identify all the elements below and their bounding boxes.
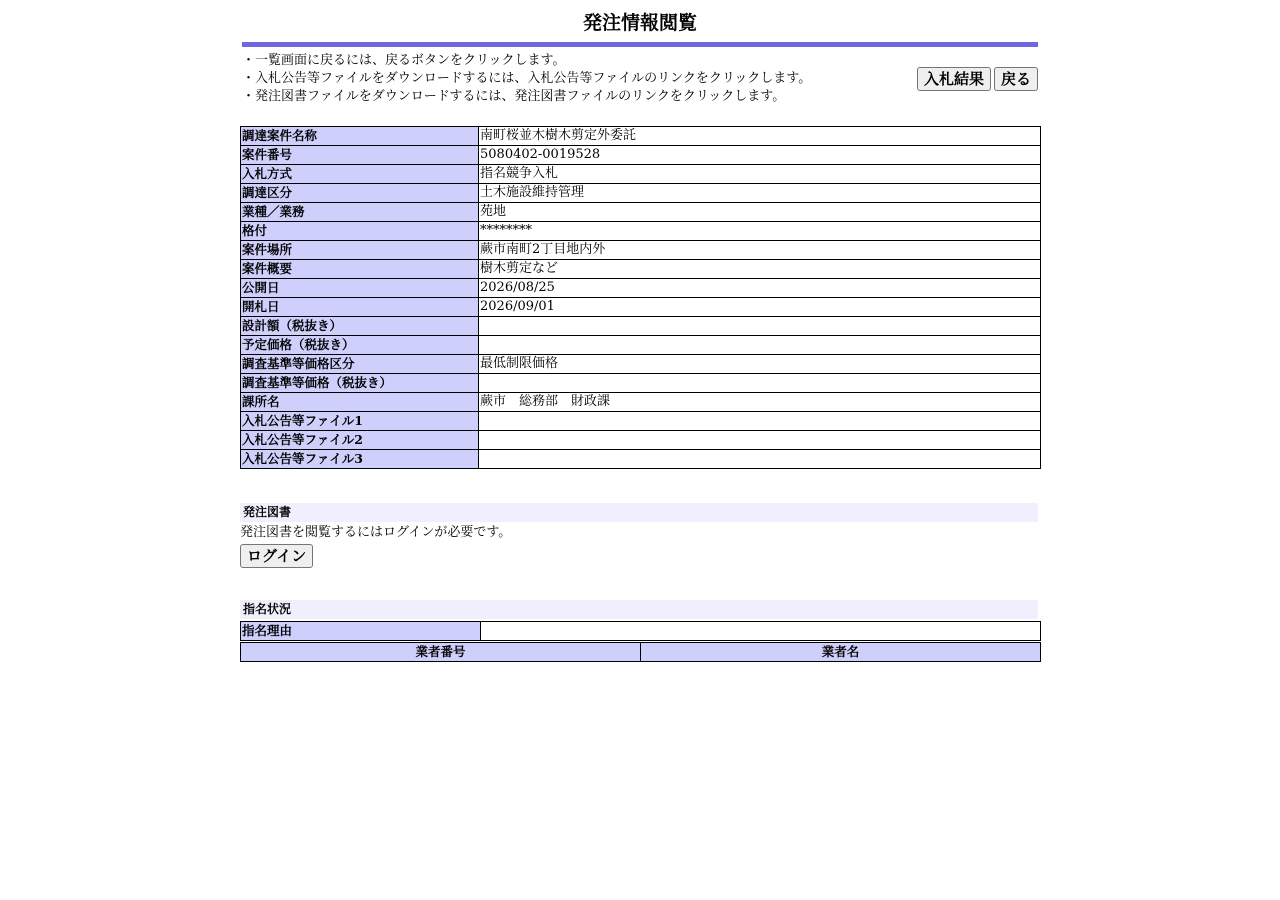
detail-label: 入札公告等ファイル3 — [241, 450, 479, 469]
table-row — [241, 260, 1041, 279]
table-row — [241, 241, 1041, 260]
detail-value — [479, 336, 1041, 355]
detail-label: 予定価格（税抜き） — [241, 336, 479, 355]
vendor-table-header — [241, 643, 1041, 662]
detail-value: 苑地 — [479, 203, 1041, 222]
table-row — [241, 450, 1041, 469]
table-row — [241, 317, 1041, 336]
table-row — [241, 222, 1041, 241]
table-row — [241, 355, 1041, 374]
column-header-vendor-name: 業者名 — [641, 643, 1041, 662]
table-row — [241, 146, 1041, 165]
detail-value — [479, 374, 1041, 393]
detail-value: 南町桜並木樹木剪定外委託 — [479, 127, 1041, 146]
page-title: 発注情報閲覧 — [582, 12, 697, 34]
table-row — [241, 203, 1041, 222]
nomination-section-heading: 指名状況 — [240, 600, 1038, 619]
back-button[interactable]: 戻る — [994, 67, 1038, 91]
table-row — [241, 184, 1041, 203]
table-row — [241, 279, 1041, 298]
detail-value: 蕨市 総務部 財政課 — [479, 393, 1041, 412]
table-row — [241, 431, 1041, 450]
column-header-vendor-number: 業者番号 — [241, 643, 641, 662]
detail-label: 設計額（税抜き） — [241, 317, 479, 336]
detail-value: 樹木剪定など — [479, 260, 1041, 279]
login-required-note: 発注図書を閲覧するにはログインが必要です。 — [240, 525, 512, 540]
detail-label: 入札方式 — [241, 165, 479, 184]
detail-value: 2026/08/25 — [479, 279, 1041, 298]
detail-value — [479, 317, 1041, 336]
table-row — [241, 622, 1041, 641]
table-row — [241, 412, 1041, 431]
detail-label: 業種／業務 — [241, 203, 479, 222]
top-button-group — [917, 67, 1038, 91]
detail-label: 調査基準等価格区分 — [241, 355, 479, 374]
documents-section-heading: 発注図書 — [240, 503, 1038, 522]
nomination-reason-label: 指名理由 — [241, 622, 481, 641]
detail-label: 入札公告等ファイル2 — [241, 431, 479, 450]
table-row — [241, 298, 1041, 317]
detail-label: 開札日 — [241, 298, 479, 317]
detail-label: 入札公告等ファイル1 — [241, 412, 479, 431]
login-button[interactable]: ログイン — [240, 544, 313, 568]
table-row — [241, 374, 1041, 393]
table-row — [241, 127, 1041, 146]
detail-label: 案件概要 — [241, 260, 479, 279]
detail-label: 課所名 — [241, 393, 479, 412]
instructions — [242, 52, 811, 106]
nomination-reason-value — [481, 622, 1041, 641]
instruction-line: ・入札公告等ファイルをダウンロードするには、入札公告等ファイルのリンクをクリックします。 — [242, 71, 812, 86]
bid-result-button[interactable]: 入札結果 — [917, 67, 991, 91]
instruction-line: ・発注図書ファイルをダウンロードするには、発注図書ファイルのリンクをクリックします。 — [242, 89, 786, 104]
detail-label: 調達区分 — [241, 184, 479, 203]
detail-value: 5080402-0019528 — [479, 146, 1041, 165]
nomination-reason-table — [240, 621, 1041, 641]
detail-value: 蕨市南町2丁目地内外 — [479, 241, 1041, 260]
table-row — [241, 165, 1041, 184]
detail-value: 2026/09/01 — [479, 298, 1041, 317]
detail-value — [479, 412, 1041, 431]
detail-label: 案件場所 — [241, 241, 479, 260]
details-table — [240, 126, 1041, 469]
page-container — [240, 0, 1040, 662]
vendor-table — [240, 642, 1041, 662]
detail-label: 調達案件名称 — [241, 127, 479, 146]
detail-value — [479, 450, 1041, 469]
detail-value — [479, 431, 1041, 450]
detail-label: 公開日 — [241, 279, 479, 298]
table-row — [241, 393, 1041, 412]
detail-label: 案件番号 — [241, 146, 479, 165]
detail-label: 調査基準等価格（税抜き） — [241, 374, 479, 393]
instruction-row — [240, 47, 1040, 126]
table-row — [241, 336, 1041, 355]
detail-value: 最低制限価格 — [479, 355, 1041, 374]
detail-label: 格付 — [241, 222, 479, 241]
detail-value: 指名競争入札 — [479, 165, 1041, 184]
instruction-line: ・一覧画面に戻るには、戻るボタンをクリックします。 — [242, 53, 566, 68]
detail-value: ******** — [479, 222, 1041, 241]
detail-value: 土木施設維持管理 — [479, 184, 1041, 203]
